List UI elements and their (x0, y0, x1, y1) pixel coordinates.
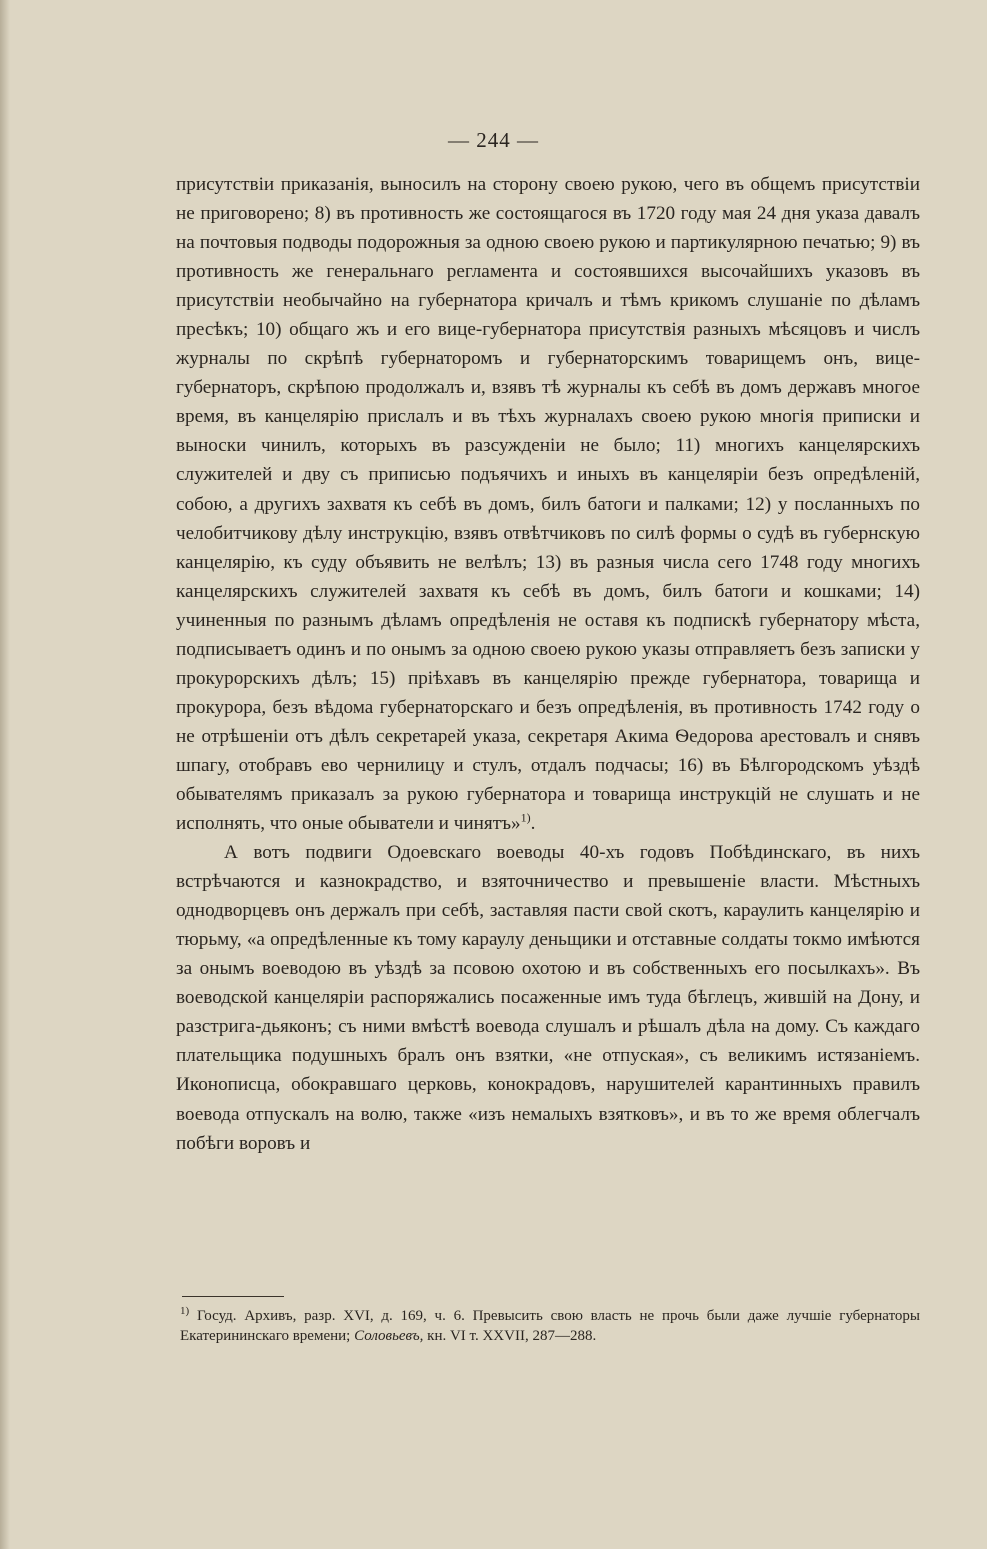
footnote-text-before: Госуд. Архивъ, разр. XVI, д. 169, ч. 6. Превысить свою власть не прочь были даже лучшіе губернаторы Екатерининскаго времени; (180, 1308, 921, 1344)
paragraph-2: А вотъ подвиги Одоевскаго воеводы 40-хъ годовъ Побѣдинскаго, въ нихъ встрѣчаются и казнокрадство, и взяточничество и превышеніе власти. Мѣстныхъ однодворцевъ онъ держалъ при себѣ, заставляя пасти свой скотъ, караулить канцелярію и тюрьму, «а опредѣленные къ тому караулу деньщики и отставные солдаты токмо имѣются за онымъ воеводою въ уѣздѣ за псовою охотою и въ собственныхъ его посылкахъ». Въ воеводской канцеляріи распоряжались посаженные имъ туда бѣглецъ, жившій на Дону, и разстрига-дьяконъ; съ ними вмѣстѣ воевода слушалъ и рѣшалъ дѣла на дому. Съ каждаго плательщика подушныхъ бралъ онъ взятки, «не отпуская», съ великимъ истязаніемъ. Иконописца, обокравшаго церковь, конокрадовъ, нарушителей карантинныхъ правилъ воевода отпускалъ на волю, также «изъ немалыхъ взятковъ», и въ то же время облегчалъ побѣги воровъ и (176, 842, 920, 1154)
main-text (176, 170, 920, 1158)
paragraph-1 (176, 170, 920, 838)
paragraph-1-end: . (530, 813, 536, 835)
footnote-author: Соловьевъ, (354, 1328, 424, 1344)
footnote-divider (182, 1296, 284, 1297)
footnote-mark: 1) (180, 1305, 190, 1317)
footnote-reference: 1) (520, 810, 531, 825)
paragraph-1-text: присутствіи приказанія, выносилъ на сторону своею рукою, чего въ общемъ присутствіи не приговорено; 8) въ противность же состоящагося въ 1720 году мая 24 дня указа давалъ на почтовыя подводы подорожныя за одною своею рукою и партикулярною печатью; 9) въ противность же генеральнаго регламента и состоявшихся высочайшихъ указовъ въ присутствіи необычайно на губернатора кричалъ и тѣмъ крикомъ слушаніе по дѣламъ пресѣкъ; 10) общаго жъ и его вице-губернатора присутствія разныхъ мѣсяцовъ и числъ журналы по скрѣпѣ губернаторомъ и губернаторскимъ товарищемъ онъ, вице-губернаторъ, скрѣпою продолжалъ и, взявъ тѣ журналы къ себѣ въ домъ державъ многое время, въ канцелярію прислалъ и въ тѣхъ журналахъ своею рукою многія приписки и выноски чинилъ, которыхъ въ разсужденіи не было; 11) многихъ канцелярскихъ служителей и дву съ приписью подъячихъ и иныхъ въ канцеляріи безъ опредѣленій, собою, а другихъ захватя къ себѣ въ домъ, билъ батоги и палками; 12) у посланныхъ по челобитчикову дѣлу инструкцію, взявъ отвѣтчиковъ по силѣ формы о судѣ въ губернскую канцелярію, къ суду объявить не велѣлъ; 13) въ разныя числа сего 1748 году многихъ канцелярскихъ служителей захватя къ себѣ въ домъ, билъ батоги и кошками; 14) учиненныя по разнымъ дѣламъ опредѣленія не оставя къ подпискѣ губернатору мѣста, подписываетъ одинъ и по онымъ за одною своею рукою указы отправляетъ безъ записки у прокурорскихъ дѣлъ; 15) пріѣхавъ въ канцелярію прежде губернатора, товарища и прокурора, безъ вѣдома губернаторскаго и безъ опредѣленія, въ противность 1742 году о не отрѣшеніи отъ дѣлъ секретарей указа, секретаря Акима Ѳедорова арестовалъ и снявъ шпагу, отобравъ ево чернилицу и стулъ, отдалъ подчасы; 16) въ Бѣлгородскомъ уѣздѣ обывателямъ приказалъ за рукою губернатора и товарища инструкцій не слушать и не исполнять, что оные обыватели и чинятъ» (176, 174, 920, 835)
footnote (180, 1306, 920, 1346)
page-number: — 244 — (448, 128, 539, 152)
page-edge-shadow (0, 0, 10, 1549)
footnote-text-after: кн. VI т. XXVII, 287—288. (427, 1328, 597, 1344)
